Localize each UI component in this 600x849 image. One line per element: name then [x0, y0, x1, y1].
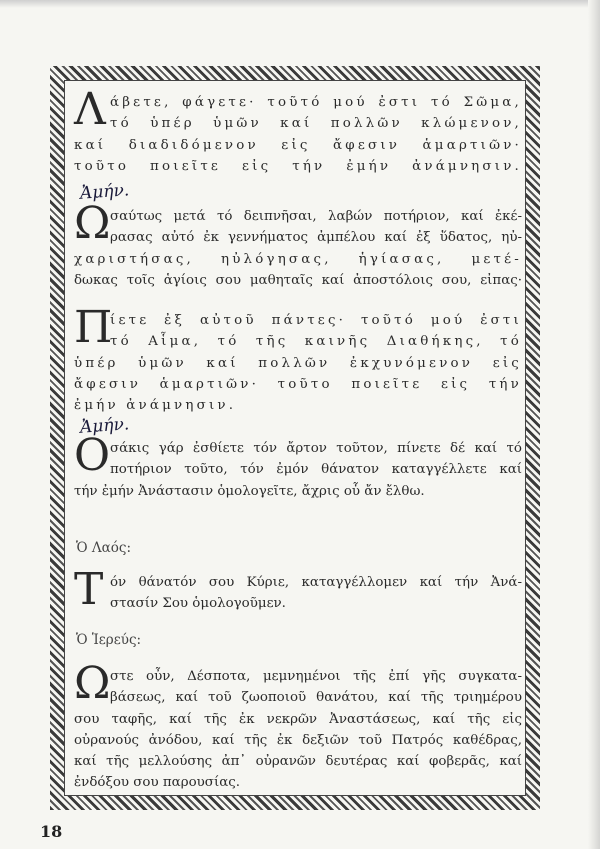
- text-line: ποτήριον τοῦτο, τόν ἐμόν θάνατον καταγγέλλετε καί: [110, 462, 522, 478]
- role-label-priest: Ὁ Ἱερεύς:: [76, 632, 142, 648]
- text-line: τό ὑπέρ ὑμῶν καί πολλῶν κλώμενον,: [110, 116, 522, 132]
- handwritten-amen-2: Ἀμήν.: [79, 414, 130, 438]
- text-line: όν θάνατόν σου Κύριε, καταγγέλλομεν καί τήν Ἀνά-: [110, 575, 522, 590]
- text-line: σαύτως μετά τό δειπνῆσαι, λαβών ποτήριον, καί ἐκέ-: [110, 209, 522, 224]
- text-line: τό Αἷμα, τό τῆς καινῆς Διαθήκης, τό: [110, 334, 522, 350]
- text-line: δωκας τοῖς ἁγίοις σου μαθηταῖς καί ἀποστόλοις σου, εἰπας·: [74, 272, 522, 288]
- text-line: ρασας αὐτό ἐκ γεννήματος ἀμπέλου καί ἐξ ὕδατος, ηὐ-: [110, 230, 522, 246]
- page-top-edge: [0, 0, 600, 8]
- paragraph-likewise: [74, 198, 522, 291]
- dropcap-6: Ω: [74, 658, 111, 709]
- text-line: ὑπέρ ὑμῶν καί πολλῶν ἐκχυνόμενον εἰς: [74, 355, 522, 371]
- text-line: βάσεως, καί τοῦ ζωοποιοῦ θανάτου, καί τῆς τριημέρου: [110, 690, 522, 706]
- dropcap-3: Π: [74, 302, 113, 353]
- dropcap-5: Τ: [74, 564, 104, 615]
- liturgical-text: [74, 86, 524, 792]
- dropcap-4: Ο: [74, 430, 111, 481]
- handwritten-amen-1: Ἀμήν.: [79, 180, 130, 204]
- paragraph-as-often: [74, 430, 522, 502]
- paragraph-remembering: [74, 658, 522, 794]
- text-line: στασίν Σου ὁμολογοῦμεν.: [110, 596, 286, 612]
- text-line: ἐμήν ἀνάμνησιν.: [74, 398, 237, 414]
- text-line: ἐνδόξου σου παρουσίας.: [74, 775, 240, 791]
- text-line: χαριστήσας, ηὐλόγησας, ἡγίασας, μετέ-: [74, 251, 522, 267]
- text-line: άβετε, φάγετε· τοῦτό μού ἐστι τό Σῶμα,: [110, 95, 522, 110]
- text-line: οὐρανούς ἀνόδου, καί τῆς ἐκ δεξιῶν τοῦ Πατρός καθέδρας,: [74, 732, 522, 748]
- text-line: τοῦτο ποιεῖτε εἰς τήν ἐμήν ἀνάμνησιν.: [74, 158, 522, 174]
- text-line: καί τῆς μελλούσης ἀπ᾿ οὐρανῶν δευτέρας καί φοβερᾶς, καί: [74, 754, 522, 770]
- text-line: στε οὖν, Δέσποτα, μεμνημένοι τῆς ἐπί γῆς συγκατα-: [110, 669, 522, 684]
- page-right-edge: [588, 0, 600, 849]
- paragraph-people-response: [74, 564, 522, 615]
- text-line: σάκις γάρ ἐσθίετε τόν ἄρτον τοῦτον, πίνετε δέ καί τό: [110, 441, 522, 456]
- text-line: καί διαδιδόμενον εἰς ἄφεσιν ἁμαρτιῶν·: [74, 137, 522, 153]
- dropcap-2: Ω: [74, 198, 111, 249]
- text-line: τήν ἐμήν Ἀνάστασιν ὁμολογεῖτε, ἄχρις οὗ ἄν ἔλθω.: [74, 483, 425, 499]
- role-label-people: Ὁ Λαός:: [76, 540, 131, 556]
- dropcap-1: Λ: [74, 84, 106, 135]
- paragraph-take-eat: [74, 84, 522, 177]
- text-line: ἄφεσιν ἁμαρτιῶν· τοῦτο ποιεῖτε εἰς τήν: [74, 376, 522, 392]
- page-number: 18: [40, 822, 63, 841]
- text-line: ίετε ἐξ αὐτοῦ πάντες· τοῦτό μού ἐστι: [110, 313, 522, 328]
- text-line: σου ταφῆς, καί τῆς ἐκ νεκρῶν Ἀναστάσεως, καί τῆς εἰς: [74, 711, 522, 727]
- paragraph-drink-ye: [74, 302, 522, 416]
